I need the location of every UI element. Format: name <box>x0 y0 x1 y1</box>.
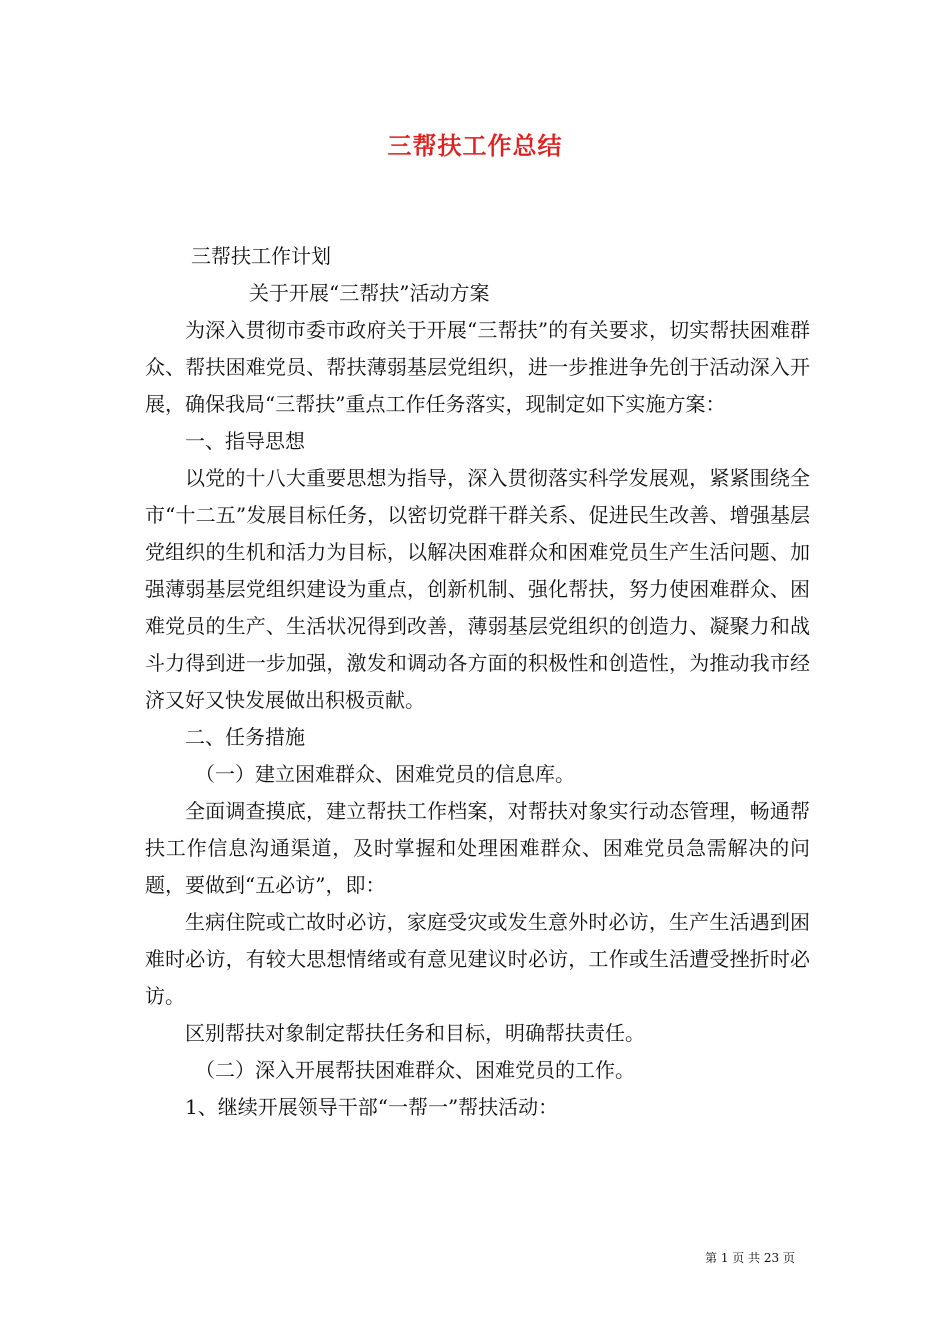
paragraph-five-visits: 生病住院或亡故时必访，家庭受灾或发生意外时必访，生产生活遇到困难时必访，有较大思想情绪或有意见建议时必访，工作或生活遭受挫折时必访。 <box>145 910 810 1008</box>
paragraph-intro: 为深入贯彻市委市政府关于开展“三帮扶”的有关要求，切实帮扶困难群众、帮扶困难党员、帮扶薄弱基层党组织，进一步推进争先创于活动深入开展，确保我局“三帮扶”重点工作任务落实，现制定如下实施方案： <box>145 318 810 416</box>
section-heading-guiding-ideology: 一、指导思想 <box>185 429 305 453</box>
section-heading-measures: 二、任务措施 <box>185 725 305 749</box>
paragraph-plan-heading: 三帮扶工作计划 <box>191 244 331 268</box>
subsection-heading-assistance: （二）深入开展帮扶困难群众、困难党员的工作。 <box>195 1058 635 1082</box>
paragraph-scheme-title: 关于开展“三帮扶”活动方案 <box>249 281 490 305</box>
document-title: 三帮扶工作总结 <box>387 131 563 160</box>
page-number: 第 1 页 共 23 页 <box>705 1251 795 1265</box>
subsection-heading-database: （一）建立困难群众、困难党员的信息库。 <box>195 762 575 786</box>
paragraph-guiding-ideology: 以党的十八大重要思想为指导，深入贯彻落实科学发展观，紧紧围绕全市“十二五”发展目标任务，以密切党群干群关系、促进民生改善、增强基层党组织的生机和活力为目标，以解决困难群众和困难党员生产生活问题、加强薄弱基层党组织建设为重点，创新机制、强化帮扶，努力使困难群众、困难党员的生产、生活状况得到改善，薄弱基层党组织的创造力、凝聚力和战斗力得到进一步加强，激发和调动各方面的积极性和创造性，为推动我市经济又好又快发展做出积极贡献。 <box>145 466 810 712</box>
list-item-one-to-one: 1、继续开展领导干部“一帮一”帮扶活动： <box>185 1095 559 1119</box>
paragraph-survey: 全面调查摸底，建立帮扶工作档案，对帮扶对象实行动态管理，畅通帮扶工作信息沟通渠道，及时掌握和处理困难群众、困难党员急需解决的问题，要做到“五必访”，即： <box>145 799 810 897</box>
paragraph-targets: 区别帮扶对象制定帮扶任务和目标，明确帮扶责任。 <box>185 1021 645 1045</box>
document-body <box>145 238 810 1126</box>
